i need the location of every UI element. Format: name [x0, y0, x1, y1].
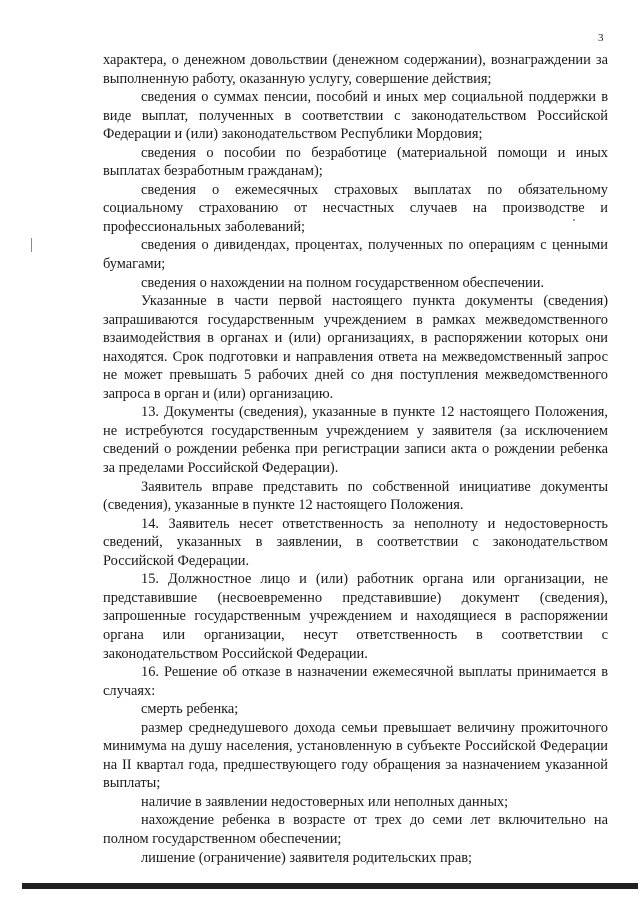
scan-bottom-edge [22, 883, 638, 889]
page-number: 3 [598, 32, 604, 44]
paragraph-clause-16: 16. Решение об отказе в назначении ежемесячной выплаты принимается в случаях: [103, 664, 608, 699]
paragraph-clause-15: 15. Должностное лицо и (или) работник органа или организации, не представившие (несвоевременно представившие) документ (сведения), запрошенные государственным учреждением и находящиеся в распоряжении органа или организации, несут ответственность в соответствии с законодательством Российской Федерации. [103, 571, 608, 662]
list-item-child-death: смерть ребенка; [141, 701, 239, 718]
scan-artifact-dot [573, 219, 575, 221]
paragraph-insurance-info: сведения о ежемесячных страховых выплатах по обязательному социальному страхованию от несчастных случаев на производстве и профессиональных заболеваний; [103, 181, 608, 235]
paragraph-dividends-info: сведения о дивидендах, процентах, полученных по операциям с ценными бумагами; [103, 237, 608, 273]
list-item-income-exceeds: размер среднедушевого дохода семьи превышает величину прожиточного минимума на душу населения, установленную в субъекте Российской Федерации на II квартал года, предшествующего году обращения за назначением указанной выплаты; [103, 719, 608, 792]
document-body [103, 51, 608, 867]
paragraph-own-initiative: Заявитель вправе представить по собственной инициативе документы (сведения), указанные в пункте 12 настоящего Положения. [103, 478, 608, 514]
list-item-state-support: нахождение ребенка в возрасте от трех до семи лет включительно на полном государственном обеспечении; [103, 812, 608, 847]
list-item-false-data: наличие в заявлении недостоверных или неполных данных; [141, 793, 509, 810]
paragraph-interagency-request: Указанные в части первой настоящего пункта документы (сведения) запрашиваются государственным учреждением в рамках межведомственного взаимодействия в органах и (или) организациях, в распоряжении которых они находятся. Срок подготовки и направления ответа на межведомственный запрос не может превышать 5 рабочих дней со дня поступления межведомственного запроса в орган и (или) организацию. [103, 293, 608, 402]
paragraph-state-support-info: сведения о нахождении на полном государственном обеспечении. [141, 274, 545, 291]
list-item-parental-rights: лишение (ограничение) заявителя родительских прав; [141, 849, 473, 866]
paragraph-clause-14: 14. Заявитель несет ответственность за неполноту и недостоверность сведений, указанных в заявлении, в соответствии с законодательством Российской Федерации. [103, 515, 608, 569]
scan-artifact-line [31, 238, 32, 252]
paragraph-pension-info: сведения о суммах пенсии, пособий и иных мер социальной поддержки в виде выплат, полученных в соответствии с законодательством Российской Федерации и (или) законодательством Республики Мордовия; [103, 89, 608, 143]
paragraph-unemployment-info: сведения о пособии по безработице (материальной помощи и иных выплатах безработным гражданам); [103, 144, 608, 180]
paragraph-income-continuation: характера, о денежном довольствии (денежном содержании), вознаграждении за выполненную работу, оказанную услугу, совершение действия; [103, 52, 608, 87]
paragraph-clause-13: 13. Документы (сведения), указанные в пункте 12 настоящего Положения, не истребуются государственным учреждением у заявителя (за исключением сведений о рождении ребенка при регистрации записи акта о рождении ребенка за пределами Российской Федерации). [103, 404, 608, 477]
